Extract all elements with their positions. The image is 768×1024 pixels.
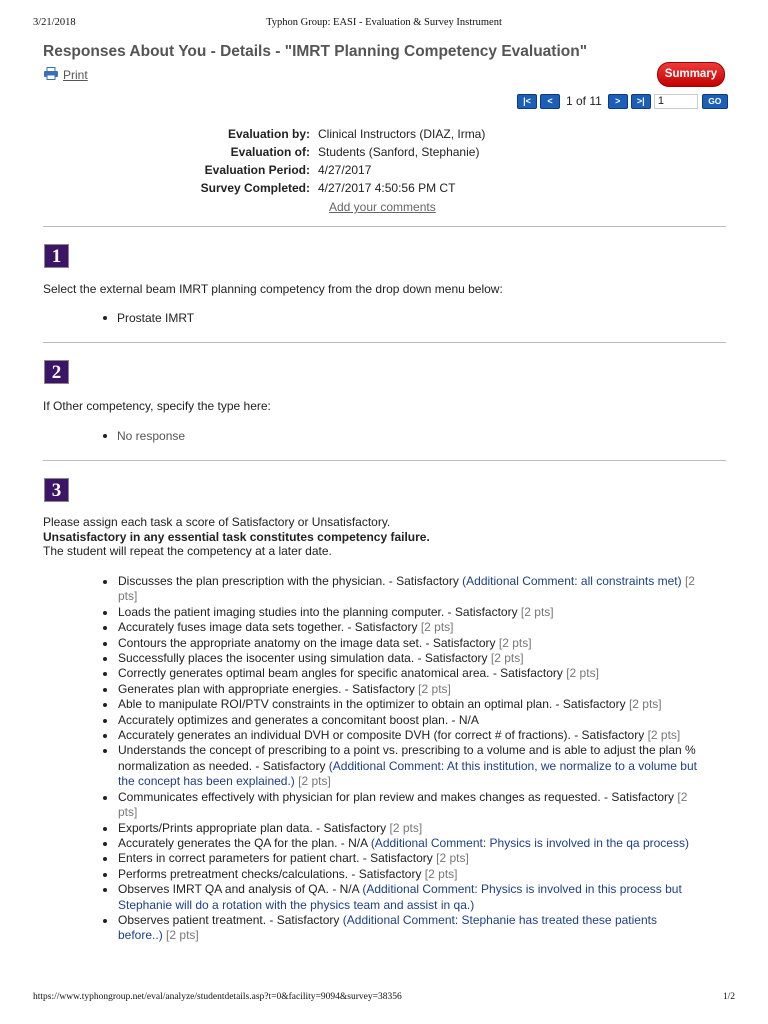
task-item <box>103 867 703 882</box>
task-text: Observes patient treatment. - Satisfactory <box>118 912 340 927</box>
footer-page-number: 1/2 <box>722 992 735 1002</box>
footer-url: https://www.typhongroup.net/eval/analyze/studentdetails.asp?t=0&facility=9094&survey=38356 <box>33 992 402 1002</box>
bullet <box>103 626 107 630</box>
page-title: Responses About You - Details - "IMRT Planning Competency Evaluation" <box>43 43 588 60</box>
task-comment: (Additional Comment: Physics is involved in this process but Stephanie will do a rotation with the physics team and assist in qa.) <box>118 882 682 912</box>
task-item <box>103 882 703 913</box>
bullet <box>103 734 107 738</box>
bullet <box>103 580 107 584</box>
question-number-3: 3 <box>44 478 69 502</box>
task-text: Discusses the plan prescription with the physician. - Satisfactory <box>118 574 459 588</box>
bullet <box>103 703 107 707</box>
question-number-2: 2 <box>44 360 69 384</box>
task-item <box>103 728 703 743</box>
task-item <box>103 666 703 681</box>
bullet <box>103 827 107 831</box>
task-item <box>103 821 703 836</box>
task-points: [2 pts] <box>166 928 199 943</box>
task-item <box>103 713 703 728</box>
print-date: 3/21/2018 <box>33 17 76 28</box>
last-page-button[interactable]: >| <box>631 94 651 109</box>
evaluation-of-label: Evaluation of: <box>230 145 310 159</box>
task-text: Observes IMRT QA and analysis of QA. - N/A <box>118 882 359 897</box>
page-header <box>33 17 735 31</box>
bullet <box>103 688 107 692</box>
evaluation-by-value: Clinical Instructors (DIAZ, Irma) <box>318 127 486 141</box>
pagination <box>517 92 728 110</box>
task-text: Accurately fuses image data sets together. - Satisfactory <box>118 620 418 635</box>
task-text: Enters in correct parameters for patient chart. - Satisfactory <box>118 851 433 866</box>
task-text: Generates plan with appropriate energies. - Satisfactory <box>118 681 415 696</box>
task-text: Performs pretreatment checks/calculations. - Satisfactory <box>118 866 422 881</box>
evaluation-by-label: Evaluation by: <box>227 127 310 141</box>
summary-button[interactable]: Summary <box>657 62 725 87</box>
task-points: [2 pts] <box>118 789 688 820</box>
page-number-input[interactable]: 1 <box>654 94 698 109</box>
bullet <box>103 873 107 877</box>
task-text: Exports/Prints appropriate plan data. - Satisfactory <box>118 820 387 835</box>
add-comments-link[interactable]: Add your comments <box>329 200 436 214</box>
task-text: Successfully places the isocenter using simulation data. - Satisfactory <box>118 651 488 666</box>
print-label: Print <box>63 68 88 82</box>
bullet <box>103 919 107 923</box>
print-link[interactable] <box>43 67 88 83</box>
task-points: [2 pts] <box>420 620 454 635</box>
next-page-button[interactable]: > <box>608 94 628 109</box>
task-points: [2 pts] <box>418 681 451 696</box>
bullet <box>103 642 107 646</box>
task-text: Accurately generates the QA for the plan. - N/A <box>118 835 368 850</box>
question-3-note: The student will repeat the competency at a later date. <box>43 544 332 558</box>
divider <box>43 342 726 343</box>
task-comment: (Additional Comment: Physics is involved in the qa process) <box>370 835 689 850</box>
task-item <box>103 790 703 821</box>
bullet <box>103 657 107 661</box>
survey-completed-label: Survey Completed: <box>200 181 310 195</box>
printer-icon <box>43 67 59 83</box>
task-item <box>103 836 703 851</box>
task-comment: (Additional Comment: Stephanie has treated these patients before..) <box>118 912 657 943</box>
evaluation-details <box>150 125 570 197</box>
task-item <box>103 697 703 712</box>
task-text: Communicates effectively with physician for plan review and makes changes as requested. - Satisfactory <box>118 789 675 804</box>
bullet <box>103 611 107 615</box>
task-points: [2 pts] <box>490 651 524 666</box>
question-2-answer <box>103 429 185 443</box>
task-item <box>103 851 703 866</box>
question-2-text: If Other competency, specify the type here: <box>43 399 271 413</box>
bullet <box>103 434 107 438</box>
task-item <box>103 913 703 944</box>
bullet <box>103 888 107 892</box>
survey-completed-value: 4/27/2017 4:50:56 PM CT <box>318 181 456 195</box>
question-number-1: 1 <box>44 244 69 268</box>
task-points: [2 pts] <box>498 635 532 650</box>
task-item <box>103 620 703 635</box>
bullet <box>103 842 107 846</box>
bullet <box>103 316 107 320</box>
task-list <box>103 574 703 944</box>
bullet <box>103 857 107 861</box>
task-points: [2 pts] <box>424 866 458 881</box>
first-page-button[interactable]: |< <box>517 94 537 109</box>
evaluation-period-label: Evaluation Period: <box>204 163 310 177</box>
task-item <box>103 605 703 620</box>
divider <box>43 226 726 227</box>
task-points: [2 pts] <box>566 666 599 681</box>
task-item <box>103 574 703 605</box>
prev-page-button[interactable]: < <box>540 94 560 109</box>
task-item <box>103 743 703 789</box>
go-button[interactable]: GO <box>702 94 728 109</box>
task-comment: (Additional Comment: all constraints met) <box>462 574 682 588</box>
task-item <box>103 682 703 697</box>
task-text: Understands the concept of prescribing to a point vs. prescribing to a volume and is able to adjust the plan % normalization as needed. - Satisfactory <box>118 743 696 773</box>
task-text: Correctly generates optimal beam angles for specific anatomical area. - Satisfactory <box>118 666 563 681</box>
bullet <box>103 672 107 676</box>
page-count: 1 of 11 <box>566 94 602 108</box>
evaluation-period-value: 4/27/2017 <box>318 163 372 177</box>
task-text: Contours the appropriate anatomy on the image data set. - Satisfactory <box>118 635 496 650</box>
print-page-title: Typhon Group: EASI - Evaluation & Survey Instrument <box>266 17 502 28</box>
question-1-answer <box>103 311 194 325</box>
task-item <box>103 636 703 651</box>
task-text: Accurately optimizes and generates a concomitant boost plan. - N/A <box>118 712 479 727</box>
task-points: [2 pts] <box>520 604 554 619</box>
task-text: Able to manipulate ROI/PTV constraints in the optimizer to obtain an optimal plan. - Satisfactory <box>118 697 626 712</box>
bullet <box>103 749 107 753</box>
divider <box>43 460 726 461</box>
answer-text: No response <box>117 429 186 443</box>
question-1-text: Select the external beam IMRT planning competency from the drop down menu below: <box>43 282 503 296</box>
task-text: Accurately generates an individual DVH or composite DVH (for correct # of fractions). - Satisfactory <box>118 728 645 743</box>
task-item <box>103 651 703 666</box>
task-text: Loads the patient imaging studies into the planning computer. - Satisfactory <box>118 604 518 619</box>
task-points: [2 pts] <box>647 728 681 743</box>
question-3-text <box>43 515 723 559</box>
task-points: [2 pts] <box>118 574 695 604</box>
evaluation-of-value: Students (Sanford, Stephanie) <box>318 145 480 159</box>
question-3-instruction: Please assign each task a score of Satisfactory or Unsatisfactory. <box>43 515 391 529</box>
bullet <box>103 796 107 800</box>
page-footer <box>33 992 735 1006</box>
task-points: [2 pts] <box>298 774 331 789</box>
question-3-warning: Unsatisfactory in any essential task constitutes competency failure. <box>43 529 430 544</box>
task-points: [2 pts] <box>389 820 423 835</box>
task-points: [2 pts] <box>628 697 662 712</box>
task-points: [2 pts] <box>436 851 469 866</box>
bullet <box>103 719 107 723</box>
answer-text: Prostate IMRT <box>117 311 195 325</box>
task-comment: (Additional Comment: At this institution, we normalize to a volume but the concept has been explained.) <box>118 758 697 789</box>
